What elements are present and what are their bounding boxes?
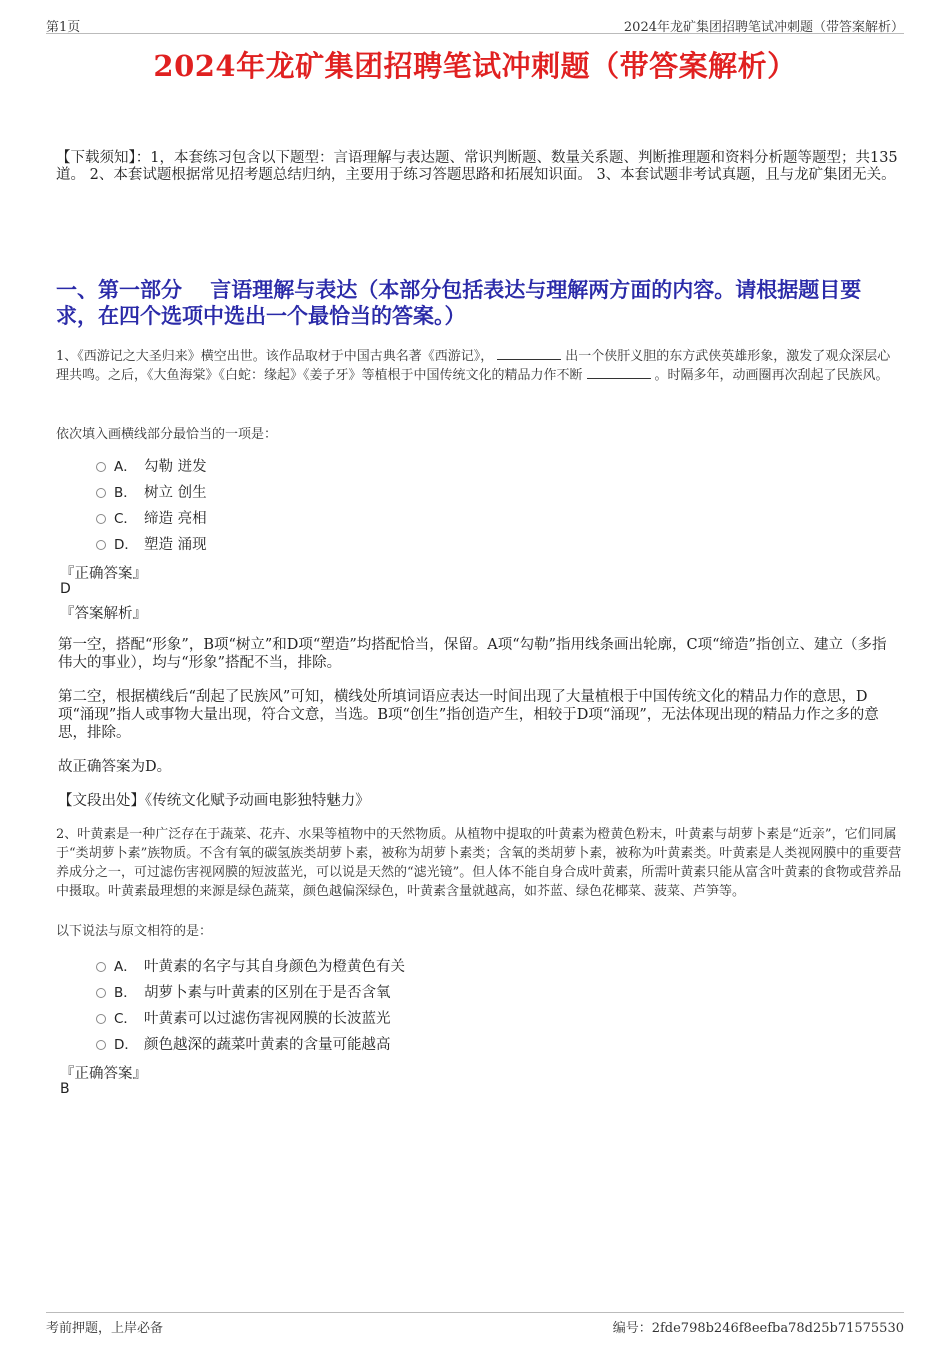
document-title: 2024年龙矿集团招聘笔试冲刺题（带答案解析）: [153, 49, 797, 83]
page-footer: [46, 1312, 904, 1334]
radio-icon[interactable]: [96, 988, 106, 998]
option-d[interactable]: D． 塑造 涌现: [96, 530, 696, 556]
download-notice: 【下载须知】：1，本套练习包含以下题型：言语理解与表达题、常识判断题、数量关系题、判断推理题和资料分析题等题型；共135道。 2、本套试题根据常见招考题总结归纳，主要用于练习答题思路和拓展知识面。 3、本套试题非考试真题，且与龙矿集团无关。: [56, 150, 898, 183]
radio-icon[interactable]: [96, 962, 106, 972]
question-1-text-part-a: 1、《西游记之大圣归来》横空出世。该作品取材于中国古典名著《西游记》，: [56, 349, 494, 364]
option-b[interactable]: B． 树立 创生: [96, 478, 696, 504]
question-2-text: 2、叶黄素是一种广泛存在于蔬菜、花卉、水果等植物中的天然物质。从植物中提取的叶黄素为橙黄色粉末，叶黄素与胡萝卜素是“近亲”，它们同属于“类胡萝卜素”族物质。不含有氧的碳氢族类胡萝卜素，被称为胡萝卜素类；含氧的类胡萝卜素，被称为叶黄素类。叶黄素是人类视网膜中的重要营养成分之一，可过滤伤害视网膜的短波蓝光，可以说是天然的“滤光镜”。但人体不能自身合成叶黄素，所需叶黄素只能从富含叶黄素的食物或营养品中摄取。叶黄素最理想的来源是绿色蔬菜，颜色越偏深绿色，叶黄素含量就越高，如芥蓝、绿色花椰菜、菠菜、芦笋等。: [56, 827, 902, 899]
page-header: [46, 14, 904, 34]
section-heading: 一、第一部分 言语理解与表达（本部分包括表达与理解两方面的内容。请根据题目要求，在四个选项中选出一个最恰当的答案。）: [56, 277, 862, 328]
analysis-paragraph-2: 第二空，根据横线后“刮起了民族风”可知，横线处所填词语应表达一时间出现了大量植根于中国传统文化的精品力作的意思，D项“涌现”指人或事物大量出现，符合文意，当选。B项“创生”指创造产生，相较于D项“涌现”，无法体现出现的精品力作之多的意思，排除。: [58, 689, 879, 741]
option-b[interactable]: B． 胡萝卜素与叶黄素的区别在于是否含氧: [96, 978, 696, 1004]
question-1-text: [56, 347, 902, 385]
correct-answer-label: 『正确答案』: [60, 566, 147, 582]
source-citation: 【文段出处】《传统文化赋予动画电影独特魅力》: [58, 793, 370, 809]
radio-icon[interactable]: [96, 1014, 106, 1024]
radio-icon[interactable]: [96, 1040, 106, 1050]
radio-icon[interactable]: [96, 514, 106, 524]
footer-slogan: 考前押题，上岸必备: [46, 1321, 164, 1336]
question-1-text-part-b: 出一个侠肝义胆的东方武侠英雄形象，激发了观众深层心理共鸣。之后，《大鱼海棠》《白蛇：缘起》《姜子牙》等植根于中国传统文化的精品力作不断: [56, 349, 891, 383]
analysis-label: 『答案解析』: [60, 606, 147, 622]
radio-icon[interactable]: [96, 488, 106, 498]
question-1-text-part-c: 。时隔多年，动画圈再次刮起了民族风。: [654, 368, 889, 383]
question-2-prompt: 以下说法与原文相符的是：: [56, 924, 213, 939]
question-1-prompt: 依次填入画横线部分最恰当的一项是：: [56, 427, 278, 442]
option-a[interactable]: A． 叶黄素的名字与其自身颜色为橙黄色有关: [96, 952, 696, 978]
correct-answer-label: 『正确答案』: [60, 1066, 147, 1082]
header-doc-name: 2024年龙矿集团招聘笔试冲刺题（带答案解析）: [623, 20, 904, 35]
analysis-conclusion: 故正确答案为D。: [58, 759, 172, 775]
correct-answer-value: B: [60, 1081, 70, 1097]
radio-icon[interactable]: [96, 540, 106, 550]
page-number: 第1页: [46, 20, 81, 35]
option-c[interactable]: C． 叶黄素可以过滤伤害视网膜的长波蓝光: [96, 1004, 696, 1030]
option-c[interactable]: C． 缔造 亮相: [96, 504, 696, 530]
fill-blank-2: [587, 366, 651, 379]
option-d[interactable]: D． 颜色越深的蔬菜叶黄素的含量可能越高: [96, 1030, 696, 1056]
correct-answer-value: D: [60, 581, 71, 597]
radio-icon[interactable]: [96, 462, 106, 472]
question-2-options: [96, 952, 696, 1056]
analysis-paragraph-1: 第一空，搭配“形象”，B项“树立”和D项“塑造”均搭配恰当，保留。A项“勾勒”指用线条画出轮廓，C项“缔造”指创立、建立（多指伟大的事业），均与“形象”搭配不当，排除。: [58, 637, 887, 671]
option-a[interactable]: A． 勾勒 迸发: [96, 452, 696, 478]
question-1-options: [96, 452, 696, 556]
fill-blank-1: [497, 347, 561, 360]
footer-doc-id: 编号：2fde798b246f8eefba78d25b71575530: [612, 1321, 904, 1336]
